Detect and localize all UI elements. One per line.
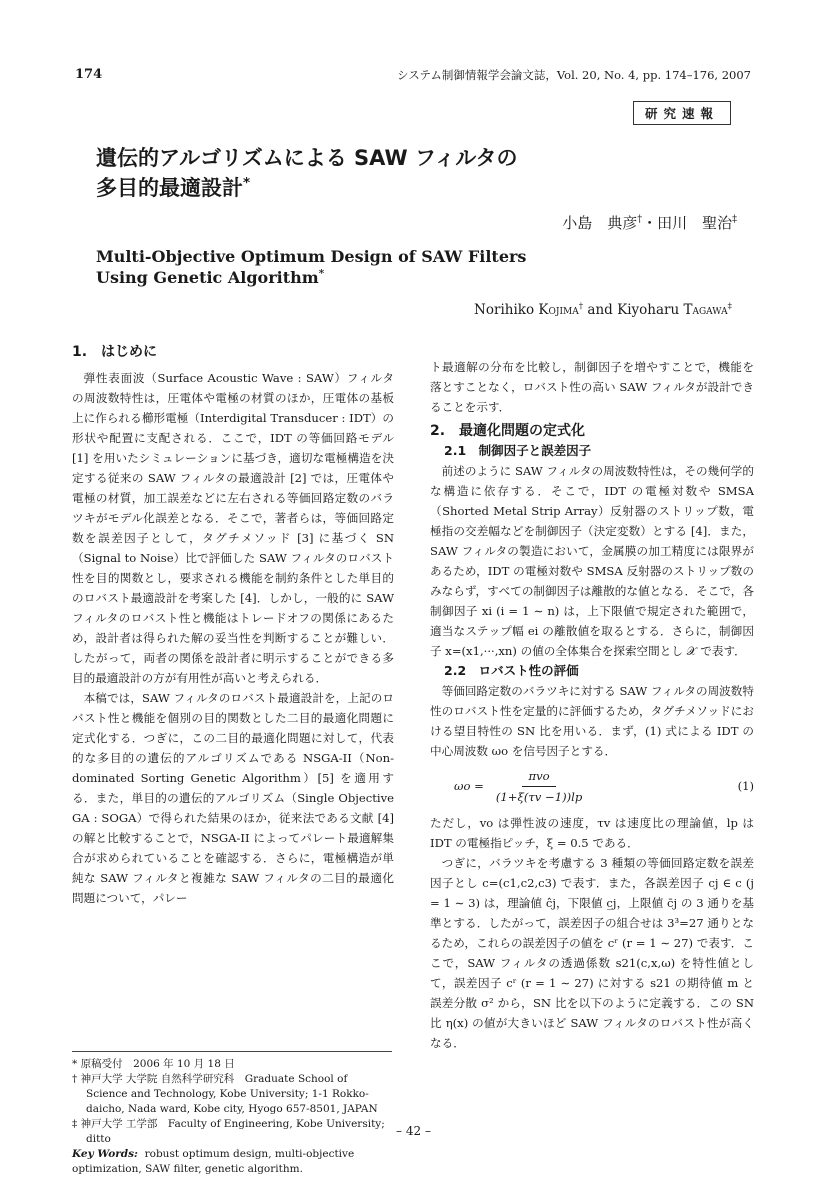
page-number: 174 [75, 67, 103, 82]
equation-numerator: πvo [522, 766, 555, 787]
title-jp-mark: * [243, 175, 251, 191]
error-factor-paragraph: つぎに，バラツキを考慮する 3 種類の等価回路定数を誤差因子とし c=(c1,c2,c3) で表す．また，各誤差因子 cj ∈ c (j = 1 ∼ 3) は，理論値 ĉj，下限値 c̲j，上限値 c̄j の 3 通りを基準とする．したがって，誤差因子の組合せは 3³=27 通りとなるため，これらの誤差因子の値を cʳ (r = 1 ∼ 27) で表す．ここで，SAW フィルタの透過係数 s21(c,x,ω) を特性値として，誤差因子 cʳ (r = 1 ∼ 27) に対する s21 の期待値 m と誤差分散 σ² から，SN 比を以下のように定義する．この SN 比 η(x) の値が大きいほど SAW フィルタのロバスト性が高くなる． [430, 856, 754, 1050]
equation-lhs: ωo = [454, 779, 484, 793]
subsection21-paragraph: 前述のように SAW フィルタの周波数特性は，その幾何学的な構造に依存する．そこで，IDT の電極対数や SMSA（Shorted Metal Strip Array）反射器のストリップ数，電極指の交差幅などを制御因子（決定変数）とする [4]．また，SAW フィルタの製造において，金属膜の加工精度には限界があるため，IDT の電極対数や SMSA 反射器のストリップ数のみならず，すべての制御因子は離散的な値となる．そこで，各制御因子 xi (i = 1 ∼ n) は，上下限値で規定された範囲で，適当なステップ幅 ei の離散値を取るとする．さらに，制御因子 x=(x1,···,xn) の値の全体集合を探索空間とし 𝒳 で表す． [430, 464, 754, 658]
author2-en-given: Kiyoharu [617, 302, 680, 318]
keywords-text: robust optimum design, multi-objective optimization, SAW filter, genetic algorithm. [72, 1148, 355, 1175]
subsection22-paragraph: 等価回路定数のバラツキに対する SAW フィルタの周波数特性のロバスト性を定量的に評価するため，タグチメソッドにおける望目特性の SN 比を用いる．まず，(1) 式による IDT の中心周波数 ωo を信号因子とする． [430, 684, 754, 758]
equation-denominator: (1+ξ(τv −1))lp [495, 789, 583, 804]
author2-jp: 田川 聖治 [657, 214, 733, 232]
footnote-received: * 原稿受付 2006 年 10 月 18 日 [72, 1058, 235, 1070]
title-japanese [96, 143, 517, 203]
journal-citation: システム制御情報学会論文誌，Vol. 20, No. 4, pp. 174–176, 2007 [397, 68, 751, 82]
author2-en-mark: ‡ [727, 301, 732, 312]
title-en-line2: Using Genetic Algorithm [96, 268, 319, 287]
equation-explanation: ただし，vo は弾性波の速度，τv は速度比の理論値，lp は IDT の電極指ピッチ，ξ = 0.5 である． [430, 816, 754, 850]
title-en-mark: * [318, 267, 325, 280]
intro-paragraph-2: 本稿では，SAW フィルタのロバスト最適設計を，上記のロバスト性と機能を個別の目的関数とした二目的最適化問題に定式化する．つぎに，この二目的最適化問題に対して，代表的な多目的の遺伝的アルゴリズムである NSGA-II（Non-dominated Sorting Genetic Algorithm）[5] を適用する．また，単目的の遺伝的アルゴリズム（Single Objective GA : SOGA）で得られた結果のほか，従来法である文献 [4] の解と比較することで，NSGA-II によってパレート最適解集合が求められていることを確認する．さらに，電極構造が単純な SAW フィルタと複雑な SAW フィルタの二目的最適化問題について，パレー [72, 691, 394, 905]
title-english [96, 246, 526, 288]
right-column [430, 357, 754, 1053]
author1-en-mark: † [578, 301, 584, 312]
keywords [72, 1147, 392, 1177]
intro-paragraph-1: 弾性表面波（Surface Acoustic Wave : SAW）フィルタの周波数特性は，圧電体や電極の材質のほか，圧電体の基板上に作られる櫛形電極（Interdigital Transducer : IDT）の形状や配置に支配される．ここで，IDT の等価回路モデル [1] を用いたシミュレーションに基づき，適切な電極構造を決定する従来の SAW フィルタの最適設計 [2] では，圧電体や電極の材質，加工誤差などに左右される等価回路定数のバラツキがモデル化誤差となる．そこで，著者らは，等価回路定数を誤差因子として，タグチメソッド [3] に基づく SN（Signal to Noise）比で評価した SAW フィルタのロバスト性を目的関数とし，要求される機能を制約条件とした単目的のロバスト最適設計を考案した [4]．しかし，一般的に SAW フィルタのロバスト性と機能はトレードオフの関係にあるため，設計者は得られた解の妥当性を判断することが難しい．したがって，両者の関係を設計者に明示することができる多目的最適設計の方が有用性が高いと考えられる． [72, 371, 394, 685]
section1-heading: 1. はじめに [72, 344, 158, 360]
author1-en-family: Kojima [538, 302, 579, 318]
equation-fraction [490, 766, 588, 807]
footnote-affiliation2: ‡ 神戸大学 工学部 Faculty of Engineering, Kobe University; ditto [72, 1118, 385, 1145]
equation-1 [430, 765, 754, 807]
author1-jp-mark: † [637, 214, 643, 225]
title-jp-line2-wrap [96, 173, 517, 203]
subsection22-heading: 2.2 ロバスト性の評価 [444, 663, 579, 678]
author1-jp: 小島 典彦 [562, 214, 638, 232]
author1-en-given: Norihiko [474, 302, 535, 318]
authors-english [474, 302, 732, 318]
footnotes [72, 1057, 392, 1177]
keywords-label: Key Words: [72, 1148, 138, 1160]
intro-continuation: ト最適解の分布を比較し，制御因子を増やすことで，機能を落とすことなく，ロバスト性の高い SAW フィルタが設計できることを示す． [430, 360, 754, 414]
subsection21-heading: 2.1 制御因子と誤差因子 [444, 443, 592, 458]
author-and: and [587, 302, 613, 318]
page-footer: – 42 – [396, 1124, 431, 1138]
footnote-rule [72, 1051, 392, 1052]
author2-jp-mark: ‡ [732, 214, 737, 225]
title-jp-line1: 遺伝的アルゴリズムによる SAW フィルタの [96, 146, 518, 170]
title-en-line1: Multi-Objective Optimum Design of SAW Filters [96, 247, 527, 266]
left-column [72, 342, 394, 908]
title-jp-line2: 多目的最適設計 [96, 176, 243, 200]
footnote-affiliation1: † 神戸大学 大学院 自然科学研究科 Graduate School of Science and Technology, Kobe University; 1-1 Rokko-daicho, Nada ward, Kobe city, Hyogo 657-8501, JAPAN [72, 1073, 378, 1115]
article-type-badge: 研究速報 [633, 101, 731, 125]
equation-body [454, 766, 588, 807]
author2-en-family: Tagawa [683, 302, 728, 318]
section2-heading: 2. 最適化問題の定式化 [430, 423, 586, 439]
author-separator: ・ [642, 214, 658, 232]
equation-number: (1) [737, 779, 754, 793]
title-en-line2-wrap [96, 267, 526, 288]
authors-japanese [562, 212, 737, 233]
